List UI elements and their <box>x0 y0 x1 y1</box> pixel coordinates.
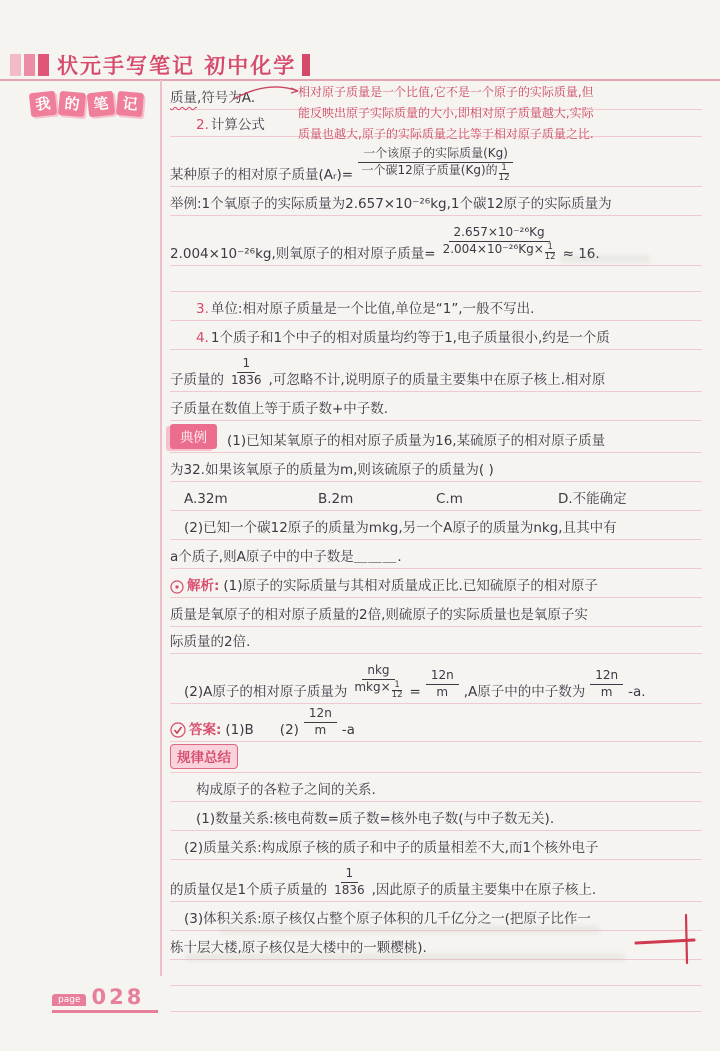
summary-text: 构成原子的各粒子之间的关系. <box>196 782 376 798</box>
example-text: 举例:1个氧原子的实际质量为2.657×10⁻²⁶kg,1个碳12原子的实际质量为 <box>170 196 612 212</box>
one-twelfth-fraction <box>392 681 403 700</box>
section4-number: 4. <box>196 330 209 346</box>
fraction-denominator: 1836 <box>231 373 262 388</box>
option-d: D.不能确定 <box>558 491 627 507</box>
summary-text: (3)体积关系:原子核仅占整个原子体积的几千亿分之一(把原子比作一 <box>184 911 591 927</box>
one-twelfth-fraction <box>545 243 556 262</box>
question2-line2 <box>170 540 702 569</box>
formula-fraction <box>358 147 513 183</box>
analysis-fraction3 <box>590 669 623 700</box>
question2-line1 <box>170 511 702 540</box>
analysis-fraction1 <box>352 664 404 700</box>
fraction-numerator: 12n <box>304 707 337 723</box>
mass-rest: ,符号为A. <box>197 90 256 106</box>
header-accent-blocks-icon <box>10 54 49 76</box>
option-b: B.2m <box>318 491 354 507</box>
fraction-numerator: 12n <box>590 669 623 685</box>
answer-blank: ＿＿＿ <box>353 549 398 565</box>
mass-word: 质量 <box>170 90 197 106</box>
page-header <box>10 50 310 80</box>
example-problem-line1 <box>170 421 702 453</box>
formula-numerator: 一个该原子的实际质量(Kg) <box>358 147 513 163</box>
header-rule-line <box>0 79 720 81</box>
page-label: page <box>52 994 86 1006</box>
fraction-denominator: m <box>314 723 327 738</box>
formula-lhs: 某种原子的相对原子质量(Aᵣ)= <box>170 167 354 183</box>
example-denominator <box>441 242 558 262</box>
mini-numerator: 1 <box>394 680 400 691</box>
annotation-arrow-icon <box>232 86 306 102</box>
analysis-text: (1)原子的实际质量与其相对质量成正比.已知硫原子的相对原子 <box>223 578 598 594</box>
analysis-text: ,A原子中的中子数为 <box>463 684 586 700</box>
mini-denominator: 12 <box>391 690 403 701</box>
annotation-line: 能反映出原子实际质量的大小,即相对原子质量越大,实际 <box>298 106 594 120</box>
answer-fraction <box>304 707 337 738</box>
example-numerator: 2.657×10⁻²⁶Kg <box>449 226 550 242</box>
answer-part1: (1)B <box>225 722 254 738</box>
mini-denominator: 12 <box>498 173 510 184</box>
red-cross-mark-icon <box>634 913 700 965</box>
answer-check-icon <box>170 722 186 738</box>
book-title: 状元手写笔记 初中化学 <box>57 54 297 78</box>
fraction-numerator: 1 <box>237 357 255 373</box>
dianli-badge: 典例 <box>170 424 217 449</box>
annotation-line: 相对原子质量是一个比值,它不是一个原子的实际质量,但 <box>298 85 594 99</box>
formula-denominator-text: 一个碳12原子质量(Kg)的 <box>361 163 498 178</box>
analysis-fraction2 <box>426 669 459 700</box>
question2-text: a个质子,则A原子中的中子数是 <box>170 549 354 565</box>
section3-number: 3. <box>196 301 209 317</box>
mini-numerator: 1 <box>547 242 553 253</box>
section4-text: 1个质子和1个中子的相对质量均约等于1,电子质量很小,约是一个质 <box>210 330 610 346</box>
blank-ruled-line <box>170 266 702 292</box>
one-1836-fraction <box>332 867 367 898</box>
my-notes-badge-char: 记 <box>116 91 144 117</box>
answer-part2: (2) <box>279 722 299 738</box>
question2-text: (2)已知一个碳12原子的质量为mkg,另一个A原子的质量为nkg,且其中有 <box>184 520 617 536</box>
section4-text: ,可忽略不计,说明原子的质量主要集中在原子核上.相对原 <box>268 372 606 388</box>
bleed-through-smudge <box>220 925 600 934</box>
section2-number: 2. <box>196 117 209 133</box>
fraction-numerator: 12n <box>426 669 459 685</box>
my-notes-badge-char: 笔 <box>87 91 115 118</box>
summary-intro-line <box>170 773 702 802</box>
fraction-denominator-text: mkg× <box>354 680 391 695</box>
option-a: A.32m <box>184 491 228 507</box>
section3-line <box>170 292 702 321</box>
example-result: ≈ 16. <box>562 246 600 262</box>
summary-badge-line <box>170 742 702 773</box>
example-line1 <box>170 187 702 216</box>
summary-rule2-line2 <box>170 860 702 902</box>
equals-sign: = <box>409 684 421 700</box>
guilv-badge: 规律总结 <box>170 744 238 769</box>
annotation-line: 质量也越大,原子的实际质量之比等于相对原子质量之比. <box>298 127 594 141</box>
mini-numerator: 1 <box>501 163 507 174</box>
analysis-text: 际质量的2倍. <box>170 634 251 650</box>
header-end-bar-icon <box>302 54 310 76</box>
mini-denominator: 12 <box>544 252 556 263</box>
answer-label: 答案: <box>189 722 222 738</box>
analysis-line3 <box>170 627 702 654</box>
question1-text: (1)已知某氧原子的相对原子质量为16,某硫原子的相对原子质量 <box>227 433 606 449</box>
question2-text: . <box>397 549 402 565</box>
analysis-label: 解析: <box>187 578 220 594</box>
column-divider-line <box>160 80 162 976</box>
analysis-circle-icon <box>170 580 184 594</box>
fraction-numerator: 1 <box>341 867 359 883</box>
one-twelfth-fraction <box>499 164 510 183</box>
question1-text: 为32.如果该氧原子的质量为m,则该硫原子的质量为( ) <box>170 462 494 478</box>
summary-text: (2)质量关系:构成原子核的质子和中子的质量相差不大,而1个核外电子 <box>184 840 599 856</box>
fraction-denominator: m <box>436 685 449 700</box>
page-number-badge <box>52 987 158 1013</box>
fraction-denominator <box>352 680 404 700</box>
bleed-through-smudge <box>185 953 625 962</box>
bleed-through-smudge <box>560 255 650 263</box>
answer-part2: -a <box>341 722 355 738</box>
analysis-text: -a. <box>628 684 646 700</box>
page-number: 028 <box>91 985 145 1009</box>
fraction-numerator: nkg <box>362 664 394 680</box>
summary-rule1-line <box>170 802 702 831</box>
option-c: C.m <box>436 491 463 507</box>
summary-text: 的质量仅是1个质子质量的 <box>170 882 328 898</box>
section4-text: 子质量的 <box>170 372 224 388</box>
summary-text: (1)数量关系:核电荷数=质子数=核外电子数(与中子数无关). <box>196 811 555 827</box>
section4-line1 <box>170 321 702 350</box>
fraction-denominator: m <box>600 685 613 700</box>
example-problem-line2 <box>170 453 702 482</box>
analysis-line2 <box>170 598 702 627</box>
options-line <box>170 482 702 511</box>
example-text: 2.004×10⁻²⁶kg,则氧原子的相对原子质量= <box>170 246 436 262</box>
section4-line3 <box>170 392 702 421</box>
summary-text: 栋十层大楼,原子核仅是大楼中的一颗樱桃). <box>170 940 427 956</box>
one-1836-fraction <box>229 357 264 388</box>
example-denominator-text: 2.004×10⁻²⁶Kg× <box>442 242 544 257</box>
blank-ruled-line <box>170 960 702 986</box>
my-notes-badge <box>30 92 146 116</box>
summary-text: ,因此原子的质量主要集中在原子核上. <box>371 882 597 898</box>
example-fraction <box>441 226 558 262</box>
section4-line2 <box>170 350 702 392</box>
blank-ruled-line <box>170 986 702 1012</box>
fraction-denominator: 1836 <box>334 883 365 898</box>
analysis-text: (2)A原子的相对原子质量为 <box>184 684 348 700</box>
notes-content <box>170 86 702 1012</box>
analysis-text: 质量是氧原子的相对原子质量的2倍,则硫原子的实际质量也是氧原子实 <box>170 607 588 623</box>
section3-text: 单位:相对原子质量是一个比值,单位是“1”,一般不写出. <box>210 301 535 317</box>
answer-line <box>170 704 702 742</box>
analysis-line4 <box>170 654 702 704</box>
section4-text: 子质量在数值上等于质子数+中子数. <box>170 401 389 417</box>
section2-title: 计算公式 <box>210 117 265 133</box>
summary-rule2-line1 <box>170 831 702 860</box>
my-notes-badge-char: 的 <box>58 91 86 117</box>
my-notes-badge-char: 我 <box>29 91 57 118</box>
analysis-line1 <box>170 569 702 598</box>
formula-denominator <box>360 163 512 183</box>
margin-annotation <box>298 82 702 145</box>
